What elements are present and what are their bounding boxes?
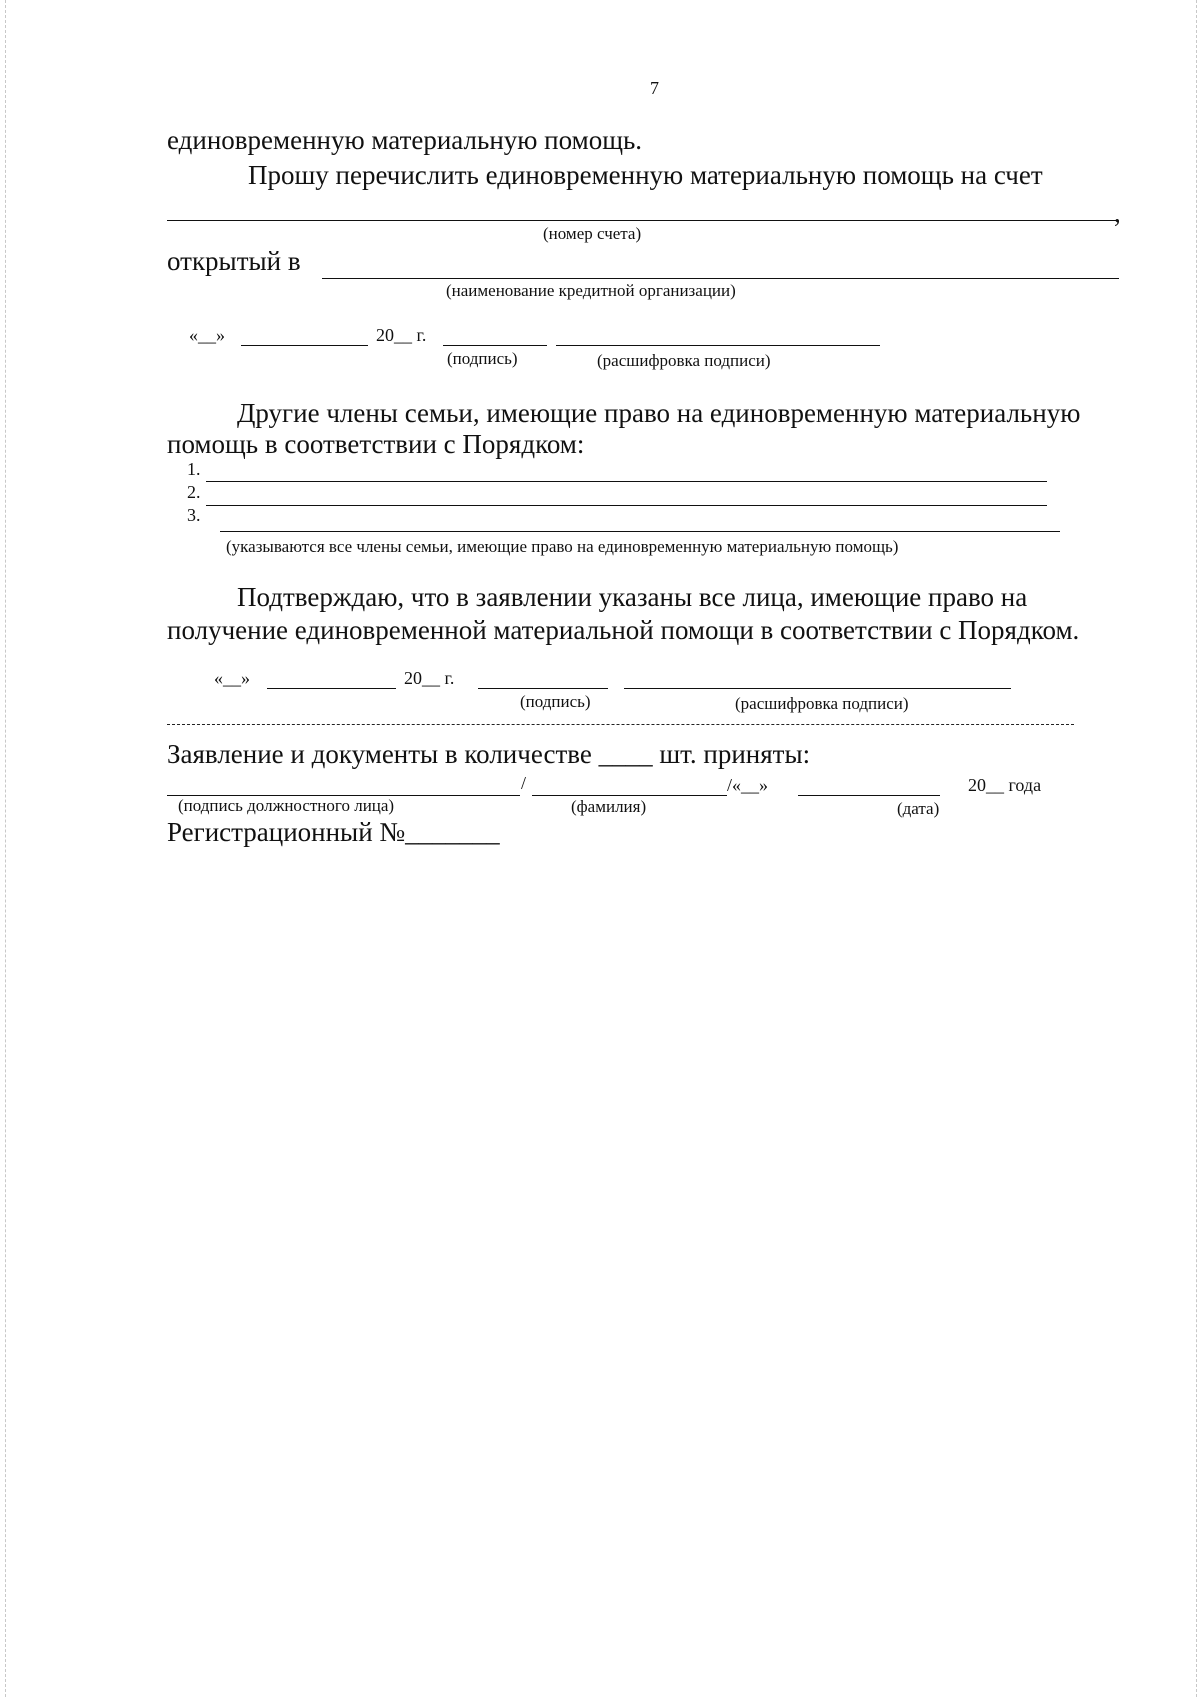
family-item-1-number: 1. bbox=[187, 459, 201, 479]
confirmation-line1: Подтверждаю, что в заявлении указаны все лица, имеющие право на bbox=[237, 582, 1028, 612]
year-2: 20__ г. bbox=[404, 668, 455, 688]
signature-caption-1: (подпись) bbox=[447, 349, 518, 368]
date-line-2[interactable] bbox=[267, 688, 396, 689]
surname-line[interactable] bbox=[532, 795, 727, 796]
account-number-line[interactable] bbox=[167, 220, 1117, 221]
family-text-line1: Другие члены семьи, имеющие право на единовременную материальную bbox=[237, 398, 1081, 428]
surname-caption: (фамилия) bbox=[571, 797, 647, 816]
date-quote-2: «__» bbox=[214, 668, 250, 688]
family-item-3-number: 3. bbox=[187, 505, 201, 525]
bank-name-line[interactable] bbox=[322, 278, 1119, 279]
registration-number[interactable]: Регистрационный №_______ bbox=[167, 817, 500, 847]
date-caption: (дата) bbox=[897, 799, 940, 818]
decoding-caption-1: (расшифровка подписи) bbox=[597, 351, 771, 370]
signature-line-1[interactable] bbox=[443, 345, 547, 346]
decoding-line-2[interactable] bbox=[624, 688, 1011, 689]
family-item-2-number: 2. bbox=[187, 482, 201, 502]
family-member-2-line[interactable] bbox=[206, 505, 1047, 506]
scan-edge-right bbox=[1196, 0, 1197, 1697]
page-number: 7 bbox=[650, 78, 659, 98]
scan-edge-left bbox=[5, 0, 6, 1697]
official-caption: (подпись должностного лица) bbox=[178, 796, 395, 815]
family-member-3-line[interactable] bbox=[220, 531, 1060, 532]
acceptance-year: 20__ года bbox=[968, 775, 1042, 795]
date-quote-1: «__» bbox=[189, 325, 225, 345]
account-comma: , bbox=[1114, 198, 1121, 228]
signature-line-2[interactable] bbox=[478, 688, 608, 689]
slash-1: / bbox=[521, 773, 527, 793]
acceptance-text: Заявление и документы в количестве ____ шт. приняты: bbox=[167, 739, 811, 769]
decoding-caption-2: (расшифровка подписи) bbox=[735, 694, 909, 713]
confirmation-line2: получение единовременной материальной помощи в соответствии с Порядком. bbox=[167, 615, 1080, 645]
date-line-1[interactable] bbox=[241, 345, 368, 346]
family-caption: (указываются все члены семьи, имеющие право на единовременную материальную помощь) bbox=[226, 537, 899, 556]
acceptance-date-line[interactable] bbox=[798, 795, 940, 796]
cut-line bbox=[167, 724, 1074, 725]
decoding-line-1[interactable] bbox=[556, 345, 880, 346]
family-member-1-line[interactable] bbox=[206, 481, 1047, 482]
opened-label: открытый в bbox=[167, 246, 301, 276]
request-text: Прошу перечислить единовременную материальную помощь на счет bbox=[248, 160, 1043, 190]
signature-caption-2: (подпись) bbox=[520, 692, 591, 711]
acceptance-date-quote: /«__» bbox=[727, 775, 769, 795]
account-caption: (номер счета) bbox=[543, 224, 642, 243]
family-text-line2: помощь в соответствии с Порядком: bbox=[167, 429, 585, 459]
bank-caption: (наименование кредитной организации) bbox=[446, 281, 736, 300]
year-1: 20__ г. bbox=[376, 325, 427, 345]
continuation-text: единовременную материальную помощь. bbox=[167, 125, 643, 155]
